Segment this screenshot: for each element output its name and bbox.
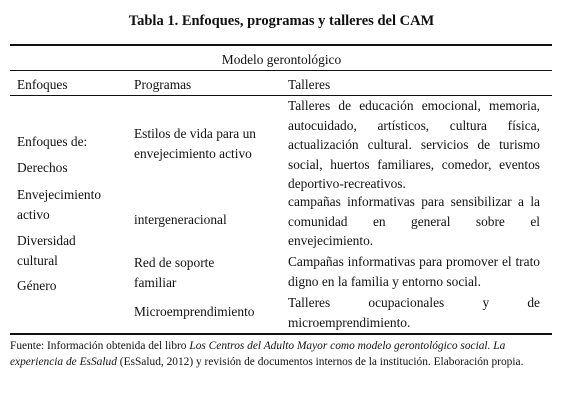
taller-item: Talleres de educación emocional, memoria, autocuidado, artísticos, cultura física, actualización cultural. servicios de turismo social, huertos familiares, comedor, eventos deportivo-recreativos. (288, 98, 540, 191)
top-rule (10, 44, 552, 46)
enfoque-item: Género (17, 278, 57, 293)
column-header-talleres: Talleres (288, 77, 331, 92)
source-prefix: Fuente: Información obtenida del libro (10, 340, 190, 352)
taller-item: Campañas informativas para promover el trato digno en la familia y entorno social. (288, 254, 540, 289)
taller-item: campañas informativas para sensibilizar a la comunidad en general sobre el envejecimiento. (288, 194, 540, 248)
programa-item: Estilos de vida para un envejecimiento activo (134, 126, 256, 161)
source-book-title: Los Centros del Adulto Mayor como modelo gerontológico social. La experiencia de EsSalud (10, 340, 506, 369)
taller-item: Talleres ocupacionales y de microemprendimiento. (288, 295, 540, 330)
programa-item: Red de soporte familiar (134, 255, 215, 290)
header-rule-1 (10, 70, 552, 71)
programa-item: Microemprendimiento (134, 304, 255, 319)
enfoque-item: Derechos (17, 160, 68, 175)
column-header-enfoques: Enfoques (17, 77, 68, 92)
enfoques-heading: Enfoques de: (17, 134, 88, 149)
source-suffix: (EsSalud, 2012) y revisión de documentos internos de la institución. Elaboración propia. (116, 356, 524, 369)
table-title: Tabla 1. Enfoques, programas y talleres del CAM (128, 13, 435, 29)
model-header: Modelo gerontológico (221, 52, 342, 67)
source-note (10, 338, 552, 370)
column-header-programas: Programas (134, 77, 192, 92)
enfoque-item: Diversidad cultural (17, 233, 76, 268)
enfoque-item: Envejecimiento activo (17, 187, 102, 222)
bottom-rule (10, 333, 552, 335)
programa-item: intergeneracional (134, 212, 227, 227)
